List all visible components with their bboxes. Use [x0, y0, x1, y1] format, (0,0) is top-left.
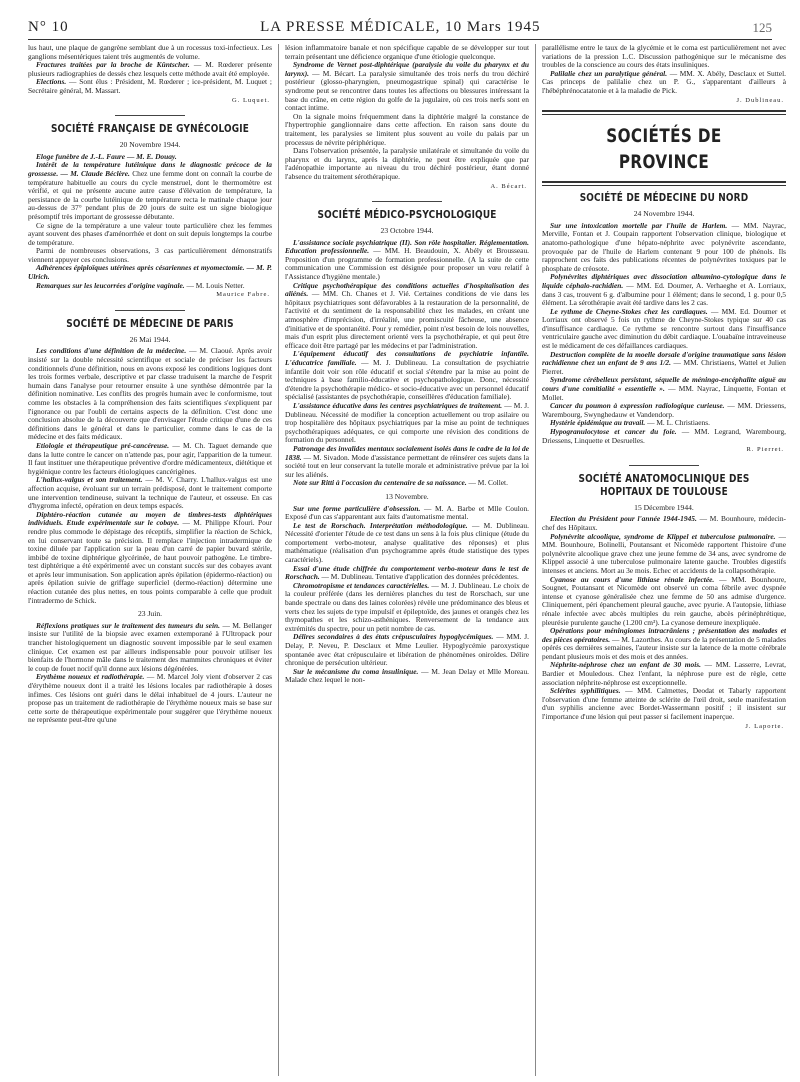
paragraph: [285, 350, 529, 402]
entry-title: Sur une intoxication mortelle par l'huile de Harlem.: [550, 220, 728, 230]
entry-title: Opérations pour méningiomes intracrâniens ; présentation des malades et des pièces opératoires.: [542, 626, 786, 644]
entry-body: — MM. Ed. Doumer et Lorriaux ont observé 5 fois un rythme de Cheyne-Stokes typique sur 40 cas d'insuffisance cardiaque. Ce rythme se rencontre surtout dans l'insuffisance ventriculaire gauche avec diminution du débit cardiaque. L'ouabaïne intraveineuse est le médicament de ces défaillances cardiaques.: [542, 306, 786, 351]
author-signature: J. Laporte.: [745, 722, 784, 730]
paragraph: [542, 222, 786, 274]
entry-body: — M. V. Charry. L'hallux-valgus est une affection acquise, évoluant sur un terrain prédisposé, dont le traitement comporte une intervention tendineuse, suivant la technique de l'auteur, et osseuse. En cas d'hygroma infecté, opération en deux temps espacés.: [28, 475, 272, 511]
entry-title: Polynévrite alcoolique, syndrome de Klippel et tuberculose pulmonaire.: [550, 531, 776, 541]
entry-body: — M. Philippe Kfouri. Pour rendre plus commode le dépistage des réceptifs, simplifier la réaction de Schick, en lui conservant toute sa précision. Il remplace l'injection intradermique de toxine diluée par l'application sur la peau d'un carré de papier buvard stérile, imbibé de toxine diphtérique glycérinée, de haut pouvoir pathogène. Le timbre-test diphtérique a été expérimenté avec un constant succès sur des cobayes avant et après leur immunisation. Son application après épilation (épidermo-réaction) ou après épilation suivie de griffage superficiel (dermo-réaction) détermine une réaction cutanée des plus nettes, en tous points comparable à celle que produit l'intradermo de Schick.: [28, 518, 272, 605]
entry-body: — M. J. Dublineau. Le choix de la couleur préférée (dans les dernières planches du test de Rorschach, sur une bande spectrale ou dans des laines colorées) révèle une prédominance des bleus et verts chez les sujets de type impulsif et épileptoïde, des jaunes et orangés chez les thymopathes et les schizo-asthéniques. Renversement de la tendance aux extrémités du spectre, pour un petit nombre de cas.: [285, 580, 529, 633]
entry-title: Destruction complète de la moelle dorsale d'origine traumatique sans lésion rachidienne chez un enfant de 9 ans 1/2.: [542, 349, 786, 368]
entry-title: Etiologie et thérapeutique pré-cancéreuse.: [36, 440, 170, 450]
session-date: 23 Octobre 1944.: [380, 226, 434, 236]
session-date: 13 Novembre.: [385, 491, 429, 501]
entry-body: — MM. Christiaens, Wattel et Julien Pierret.: [542, 358, 786, 376]
session-date: 24 Novembre 1944.: [633, 209, 695, 219]
entry-title: Sclérites syphilitiques.: [550, 686, 621, 696]
entry-body: — M. Bécart. La paralysie simultanée des trois nerfs du trou déchiré postérieur (glosso-pharyngien, pneumogastrique spinal) qui caractérise le syndrome peut se rencontrer dans toutes les affections ou blessures intéressant la base du crâne, en cette région du golfe de la jugulaire, où ces trois nerfs sont en contact intime.: [285, 68, 529, 113]
section-heading: SOCIÉTÉ MÉDICO-PSYCHOLOGIQUE: [317, 209, 497, 222]
author-signature: Maurice Fabre.: [216, 291, 270, 299]
entry-title: Fractures traitées par la broche de Küntscher.: [36, 60, 190, 70]
section-heading: SOCIÉTÉ DE MÉDECINE DU NORD: [579, 192, 749, 205]
entry-body: — M. J. Dublineau. La consultation de psychiatrie infantile doit voir son rôle éducatif et social s'étendre par la mise au point de techniques à base familio-éducative et psychopathologique. Donc, nécessité d'étendre la psychothérapie médico- et socio-éducative avec un personnel éducatif spécialisé (assistantes de psychothérapie, conseillères d'éducation familiale).: [285, 358, 529, 402]
paragraph: [285, 582, 529, 634]
entry-title: Hypogranulocytose et cancer du foie.: [550, 427, 677, 436]
entry-body: — MM. Bounhoure, Bolinelli, Poutansant et Nicomède rapportent l'histoire d'une polynévrite alcoolique grave chez une jeune femme de 34 ans, avec syndrome de Klippel associé à une tuberculose pulmonaire latente gauche. Troubles digestifs intenses et anciens. Mort au 3e mois. Echec et accidents de la collapsothérapie.: [542, 531, 786, 575]
author-signature: J. Dublineau.: [736, 96, 784, 104]
entry-title: Erythème noueux et radiothérapie.: [36, 672, 145, 682]
column-divider: [278, 44, 279, 1076]
paragraph: [285, 565, 529, 582]
entry-title: Patronage des invalides mentaux socialement isolés dans le cadre de la loi de 1838.: [285, 443, 529, 462]
entry-body: — M. Jean Delay et Mlle Moreau. Malade chez lequel le non-: [285, 666, 529, 685]
paragraph: [285, 505, 529, 522]
entry-body: — M. Dublineau. Nécessité d'orienter l'étude de ce test dans un sens à la fois plus clinique (étude du comportement verbo-moteur, analyse qualitative des réponses) et plus mathématique (réalisation d'un psychogramme après étude statistique des types caractériels).: [285, 520, 529, 565]
page-header: [28, 10, 772, 40]
paragraph: [285, 402, 529, 445]
major-heading: SOCIÉTÉS DE PROVINCE: [606, 125, 722, 174]
entry-title: Les conditions d'une définition de la médecine.: [36, 346, 187, 356]
entry-body: — M. Sivadon. Mode d'assistance permettant de réinsérer ces sujets dans la société tout en leur conservant la tutelle morale et administrative prévue par la loi sur les aliénés.: [285, 452, 529, 479]
section-rule: [115, 115, 185, 116]
paragraph: [285, 668, 529, 685]
entry-body: — M. Rœderer présente plusieurs radiographies de dessés chez lesquels cette méthode avait été employée.: [28, 60, 272, 78]
entry-title: Polynévrites diphtériques avec dissociation albumino-cytologique dans le liquide céphalo-rachidien.: [542, 272, 786, 290]
entry-body: — M. J. Dublineau. Nécessité de modifier la conception actuellement ou trop asilaire ou trop hospitalière des hôpitaux psychiatriques par la mise au point de techniques psychothérapiques adéquates, ce qui comporte une révision des conditions de formation du personnel.: [285, 400, 529, 445]
journal-title: LA PRESSE MÉDICALE, 10 Mars 1945: [260, 19, 541, 35]
paragraph: [542, 515, 786, 532]
paragraph: [542, 661, 786, 687]
entry-body: — Sont élus : Président, M. Rœderer ; ice-président, M. Luquet ; Secrétaire général, M. Massart.: [28, 77, 272, 95]
paragraph: lésion inflammatoire banale et non spécifique capable de se développer sur tout terrain présentant une déficience organique d'une étiologie quelconque.: [285, 44, 529, 61]
entry-body: — M. Claoué. Après avoir insisté sur la double nécessité scientifique et sociale de préciser les facteurs conditionnels d'une définition, nous en avons exposé les conditions logiques dont les trois formes verbale, descriptive et par classe traduisent la marche de l'esprit humain dans l'analyse pour retourner ensuite à une synthèse démontrée par la définition nominative. Les conflits des progrès humain avec le conformisme, tout comme les obstacles à la compréhension des faits scientifiques s'expliquent par l'ignorance ou par l'oubli de certains aspects de la définition. C'est donc une conclusion absolue de la découverte que d'envisager l'étude critique d'une de ces définitions dans le général et dans le particulier, comme dans le cas de la médecine et des faits médicaux.: [28, 346, 272, 442]
entry-body: — MM. Bounhoure, Sougnet, Poutansant et Nicomède ont observé un coma fébrile avec dyspnée intense et cyanose généralisée chez une femme de 50 ans admise d'urgence. Cliniquement, péri épanchement pleural gauche, avec pyurie. A l'autopsie, lithiase rénale infectée avec abcès multiples du rein gauche, abcès périnéphrétique, pleurésie purulente gauche (1.200 cm³). La cyanose demeure inexpliquée.: [542, 574, 786, 627]
entry-title: Cyanose au cours d'une lithiase rénale infectée.: [550, 574, 715, 584]
entry-title: Essai d'une étude chiffrée du comportement verbo-moteur dans le test de Rorschach.: [285, 563, 529, 582]
paragraph: [28, 511, 272, 606]
paragraph: [542, 273, 786, 307]
entry-title: Cancer du poumon à expression radiologique curieuse.: [550, 401, 725, 411]
paragraph: [542, 687, 786, 721]
paragraph: [28, 442, 272, 476]
column-3: [542, 44, 786, 1078]
author-signature: G. Luquet.: [232, 96, 270, 104]
author-signature: R. Pierret.: [746, 446, 784, 454]
paragraph: [542, 308, 786, 351]
entry-title: Syndrome cérébelleux persistant, séquelle de méningo-encéphalite aiguë au cours d'une comitialité « essentielle ».: [542, 375, 786, 394]
author-signature: A. Bécart.: [490, 182, 527, 190]
paragraph: [542, 70, 786, 96]
entry-title: Critique psychothérapique des conditions actuelles d'hospitalisation des aliénés.: [285, 280, 529, 299]
entry-title: Chromotropisme et tendances caractérielles.: [293, 580, 430, 590]
entry-body: — M. Lazorthes. Au cours de la présentation de 5 malades opérés ces dernières semaines, l'auteur insiste sur la latence de la motte cérébrale pendant plusieurs mois et des mois et des années.: [542, 634, 786, 661]
entry-title: Sur une forme particulière d'obsession.: [293, 503, 421, 513]
entry-body: — M. Collet.: [466, 478, 508, 488]
entry-title: Note sur Ritti à l'occasion du centenaire de sa naissance.: [293, 478, 467, 488]
page-number: 125: [752, 20, 772, 35]
entry-title: Intérêt de la température lutéinique dans le diagnostic précoce de la grossesse. — M. Claude Béclère.: [28, 160, 272, 178]
section-heading: SOCIÉTÉ DE MÉDECINE DE PARIS: [66, 317, 234, 330]
section-heading: SOCIÉTÉ FRANÇAISE DE GYNÉCOLOGIE: [50, 123, 250, 136]
entry-title: Elections.: [36, 77, 67, 87]
entry-body: — MM. Ch. Chanes et J. Vié. Certaines conditions de vie dans les hôpitaux psychiatriques sont défavorables à la restauration de la personnalité, de l'activité et du sentiment de la responsabilité chez les malades, en créant une atmosphère d'imprécision, d'irréalité, une promiscuité fâcheuse, une absence d'initiative et de spontanéité. Pour y remédier, point n'est besoin de lois nouvelles, mais d'un esprit plus directement orienté vers la psychothérapie, et qui peut être efficace doit être partagé par les médecins et par l'administration.: [285, 289, 529, 350]
paragraph: Ce signe de la température a une valeur toute particulière chez les femmes ayant souvent des phases d'aménorrhée et dont on suit depuis longtemps la courbe de température.: [28, 220, 272, 247]
entry-title: Diphtéro-réaction cutanée au moyen de timbres-tests diphtériques individuels. Etude expérimentale sur le cobaye.: [28, 509, 272, 528]
entry-title: L'équipement éducatif des consultations de psychiatrie infantile. L'éducatrice familiale.: [285, 349, 529, 367]
paragraph: [542, 576, 786, 628]
entry-body: — M. Ch. Taguet demande que dans la lutte contre le cancer on n'attende pas, pour agir, l'apparition de la tumeur. Il faut instituer une thérapeutique préventive d'ordre médicamenteux, diététique et hygiénique contre les facteurs étiologiques cancérigènes.: [28, 440, 272, 476]
entry-body: — MM. Lasserre, Levrat, Bardier et Mouledous. Chez l'enfant, la néphrose pure est de règle, cette association néphrite-néphrose est exceptionnelle.: [542, 660, 786, 687]
paragraph: [285, 282, 529, 351]
paragraph: [542, 351, 786, 377]
entry-title: Réflexions pratiques sur le traitement des tumeurs du sein.: [36, 620, 220, 630]
entry-title: Palilalie chez un paralytique général.: [550, 68, 668, 78]
entry-body: — MM. X. Abély, Desclaux et Suttel. Cas princeps de palilalie chez un P. G., s'apparentant d'ailleurs à l'hébéphrénocatatonie et à la maladie de Pick.: [542, 68, 786, 95]
entry-body: — MM. Ed. Doumer, A. Verhaeghe et A. Lorriaux, dans 3 cas, trouvent 6 g. d'albumine pour 1 élément; dans le second, 1 g. pour 0,5 élément. La sérothérapie avait été tardive dans les 2 cas.: [542, 280, 786, 308]
entry-body: — MM. J. Delay, P. Neveu, P. Desclaux et Mme Leulier. Hypoglycémie paroxystique spontanée avec état crépusculaire et libération de phénomènes oniroïdes. Délire chronique de persécution ultérieur.: [285, 632, 529, 668]
section-heading: SOCIÉTÉ ANATOMOCLINIQUE DES HOPITAUX DE TOULOUSE: [578, 472, 750, 498]
entry-body: Chez une femme dont on connaît la courbe de température habituelle au cours du cycle menstruel, dont le thermomètre est vérifié, et qui ne présente aucune autre cause d'élévation de température, la persistance de la courbe lutéinique de température recta le matinale chaque jour au-dessus de 37° pendant plus de 20 jours de suite est un signe biologique présomptif très important de grossesse débutante.: [28, 168, 272, 221]
entry-title: Le rythme de Cheyne-Stokes chez les cardiaques.: [550, 306, 708, 316]
entry-title: Adhérences épiploïques utérines après césariennes et myomectomie. — M. P. Ulrich.: [28, 263, 272, 282]
paragraph: [28, 673, 272, 725]
session-date: 20 Novembre 1944.: [119, 140, 181, 150]
session-date: 15 Décembre 1944.: [634, 502, 694, 512]
paragraph: [28, 78, 272, 95]
entry-title: Sur le mécanisme du coma insulinique.: [293, 666, 419, 676]
session-date: 23 Juin.: [137, 609, 163, 619]
paragraph: Parmi de nombreuses observations, 3 cas particulièrement démonstratifs viennent appuyer ces conclusions.: [28, 246, 272, 264]
paragraph: [28, 347, 272, 442]
entry-body: — M. Louis Netter.: [184, 280, 245, 290]
column-1: [28, 44, 272, 1078]
paragraph: [28, 61, 272, 78]
paragraph: lus haut, une plaque de gangrène semblant due à un rocessus toxi-infectieux. Les ganglions mésentériques taient très augmentés de volume.: [28, 44, 272, 61]
entry-title: L'assistance sociale psychiatrique (II). Son rôle hospitalier. Réglementation. Education professionnelle.: [285, 237, 529, 256]
paragraph: [285, 479, 529, 488]
paragraph: [28, 476, 272, 510]
paragraph: [285, 522, 529, 565]
paragraph: [28, 622, 272, 674]
entry-body: — M. Bellanger insiste sur l'utilité de la biopsie avec examen extemporané à l'Ultropack pour trancher histologiquement un diagnostic souvent impossible par le seul examen clinique. Cet examen est par ailleurs indispensable pour pouvoir utiliser les bienfaits de l'hormone mâle dans le traitement des mammites chroniques et éviter le coup de fouet nocif qu'il donne aux lésions dégénérées.: [28, 620, 272, 673]
entry-body: — M. Marcel Joly vient d'observer 2 cas d'érythème noueux dont il a traité les lésions locales par radiothérapie à doses infimes. Ces lésions ont guéri dans le délai inhabituel de 4 jours. L'auteur ne propose pas un traitement de radiothérapie de l'érythème noueux mais se base sur cette sorte de thérapeutique expérimentale pour suggérer que l'érythème noueux ne représente peut-être qu'une: [28, 672, 272, 725]
entry-body: — MM. H. Beaudouin, X. Abély et Brousseau. Proposition d'un programme de formation professionnelle. (A la suite de cette communication une Commission est désignée pour proposer un vœu relatif à l'Assistance d'hygiène mentale.): [285, 246, 529, 282]
entry-title: Syndrome de Vernet post-diphtérique (paralysie du voile du pharynx et du larynx).: [285, 60, 529, 78]
paragraph: [28, 264, 272, 281]
section-rule: [115, 310, 185, 311]
paragraph: [542, 402, 786, 419]
entry-title: Election du Président pour l'année 1944-1945.: [550, 514, 697, 524]
paragraph: [542, 376, 786, 402]
session-date: 26 Mai 1944.: [129, 334, 171, 344]
paragraph: [285, 445, 529, 479]
paragraph: [285, 633, 529, 667]
entry-body: — MM. Driessens, Warembourg, Swynghedauw et Vandendorp.: [542, 401, 786, 419]
paragraph: [28, 282, 272, 291]
paragraph: [542, 428, 786, 445]
column-divider: [535, 44, 536, 1076]
paragraph: [285, 239, 529, 282]
section-rule: [372, 201, 442, 202]
entry-title: L'hallux-valgus et son traitement.: [36, 475, 143, 485]
paragraph: [285, 61, 529, 113]
paragraph: Dans l'observation présentée, la paralysie unilatérale et simultanée du voile du pharynx et du larynx, après la diphtérie, ne peut être expliquée que par l'adénopathie importante au niveau du trou déchiré postérieur, étant donné l'absence du traitement sérothérapique.: [285, 146, 529, 181]
entry-body: — MM. Legrand, Warembourg, Driessens, Linquette et Desruelles.: [542, 427, 786, 445]
issue-number: N° 10: [28, 19, 69, 35]
entry-title: Le test de Rorschach. Interprétation méthodologique.: [293, 520, 468, 530]
entry-body: — MM. Nayrac, Merville, Fontan et J. Coupain rapportent l'observation clinique, biologique et anatomo-pathologique d'une hépato-néphrite avec polynévrite ascendante, provoquée par de l'huile de Harlem contenant 9 pour 100 de phénols. Ils rapprochent ces faits des publications récentes de polynévrites toxiques par le phosphate de créosote.: [542, 220, 786, 273]
paragraph: [542, 533, 786, 576]
paragraph: On la signale moins fréquemment dans la diphtérie malgré la constance de l'hypertrophie ganglionnaire dans cette affection. En raison sans doute du traitement, les paralysies se limitent plus souvent au voile du palais par un processus de névrite périphérique.: [285, 111, 529, 147]
entry-body: — M. Bounhoure, médecin-chef des Hôpitaux.: [542, 514, 786, 532]
entry-title: L'assistance éducative dans les centres psychiatriques de traitement.: [293, 400, 503, 410]
paragraph: [28, 161, 272, 221]
section-rule: [629, 465, 699, 466]
paragraph: parallélisme entre le taux de la glycémie et le coma est particulièrement net avec variations de la pression L.C. Discussion pathogénique sur le mécanisme des troubles de la conscience au cours des états insuliniques.: [542, 44, 786, 70]
entry-title: Hystérie épidémique au travail.: [550, 418, 646, 428]
entry-body: — MM. Nayrac, Linquette, Fontan et Mollet.: [542, 384, 786, 402]
entry-title: Néphrite-néphrose chez un enfant de 30 mois.: [550, 660, 702, 670]
entry-title: Eloge funèbre de J.-L. Faure — M. E. Douay.: [36, 151, 177, 161]
entry-body: — M. Dublineau. Tentative d'application des données précédentes.: [319, 572, 519, 582]
entry-title: Remarques sur les leucorrées d'origine vaginale.: [36, 280, 185, 290]
entry-body: — MM. Calmettes, Deodat et Tabarly rapportent l'observation d'une femme atteinte de sclérite de l'œil droit, seule manifestation d'un syphilis ancienne avec Bordet-Wassermann positif ; il insistent sur l'importance d'une lésion qui peut passer si facilement inaperçue.: [542, 686, 786, 722]
entry-body: — M. L. Christiaens.: [645, 418, 710, 428]
entry-title: Délires secondaires à des états crépusculaires hypoglycémiques.: [293, 632, 494, 642]
paragraph: [542, 627, 786, 661]
double-rule: [542, 110, 786, 115]
entry-body: — M. A. Barbe et Mlle Coulon. Exposé d'un cas s'apparentant aux faits d'automatisme mental.: [285, 503, 529, 522]
column-2: [285, 44, 529, 1078]
